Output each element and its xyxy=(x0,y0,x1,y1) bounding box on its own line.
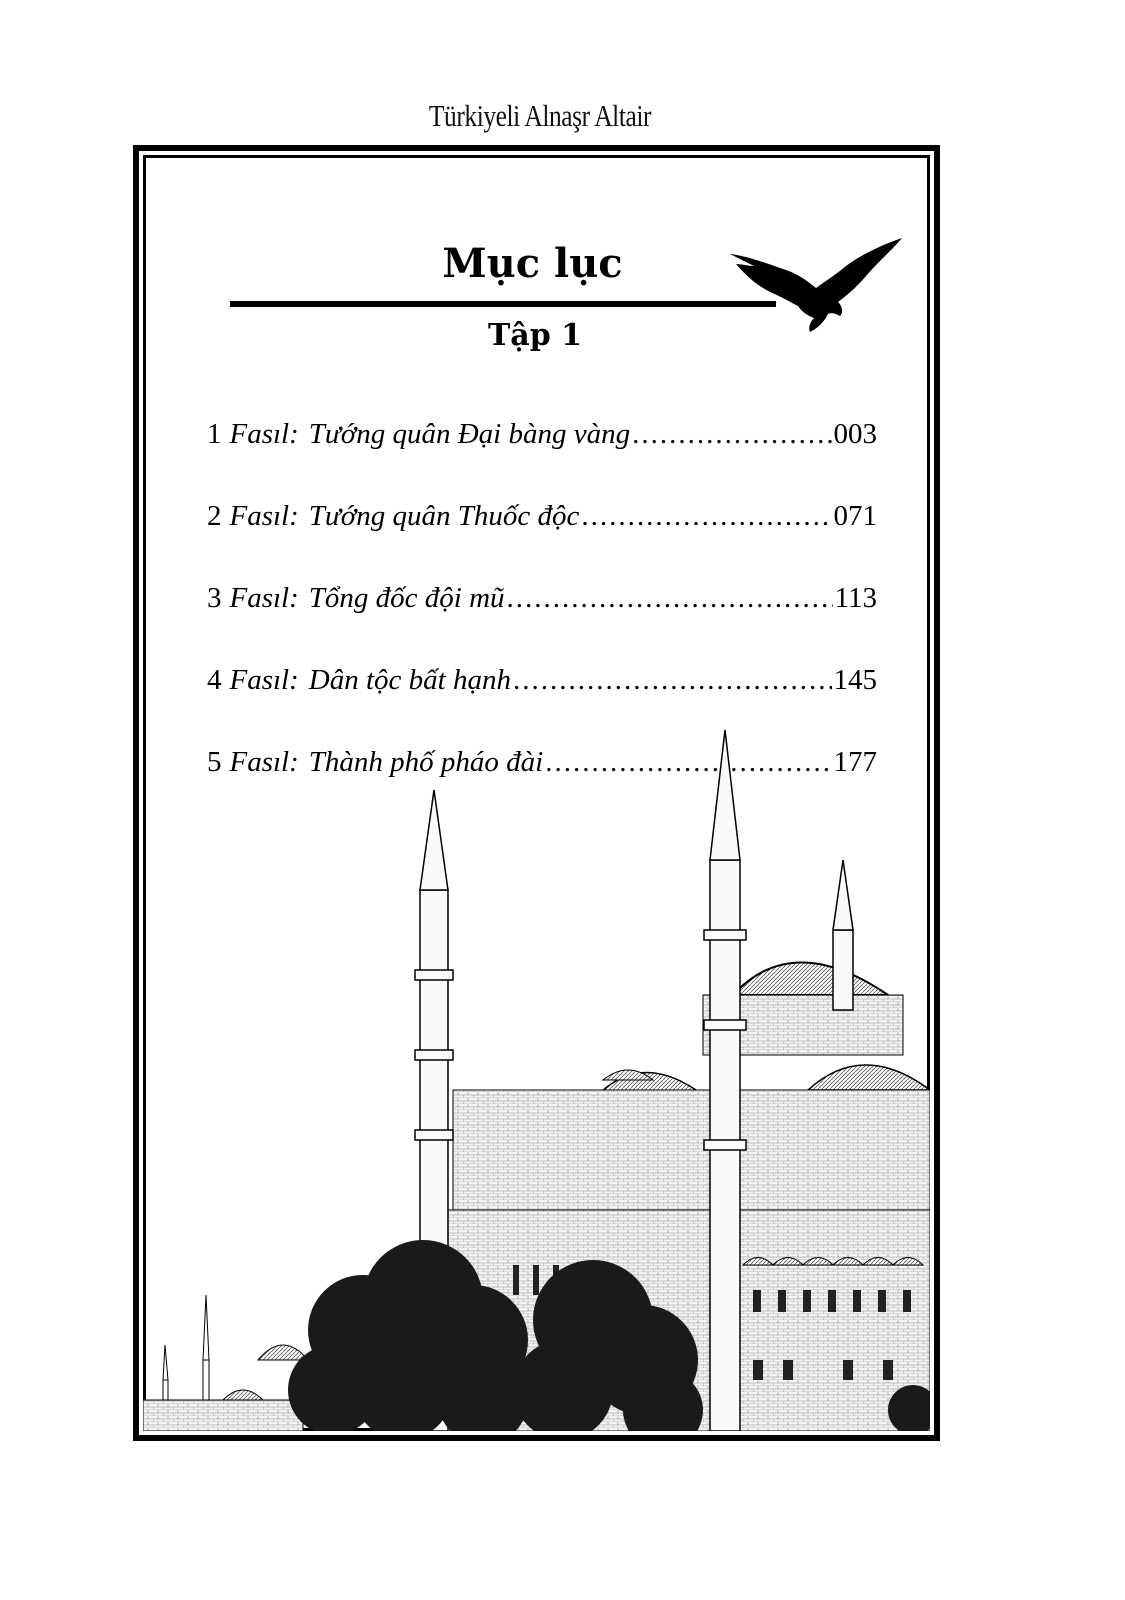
chapter-number: 4 xyxy=(207,664,222,696)
dot-leader xyxy=(581,500,831,533)
eagle-silhouette-icon xyxy=(728,236,904,336)
page-number: 071 xyxy=(833,500,877,532)
chapter-title: Tướng quân Đại bàng vàng xyxy=(308,418,631,450)
dot-leader xyxy=(513,664,832,697)
chapter-prefix: Fasıl: xyxy=(229,500,299,532)
chapter-prefix: Fasıl: xyxy=(229,664,299,696)
toc-heading: Mục lục xyxy=(442,240,623,287)
series-title: Türkiyeli Alnaşr Altair xyxy=(428,98,652,133)
dot-leader xyxy=(632,418,831,451)
mosque-skyline-illustration xyxy=(143,720,930,1431)
chapter-title: Dân tộc bất hạnh xyxy=(308,664,511,696)
heading-rule xyxy=(230,301,776,307)
chapter-prefix: Fasıl: xyxy=(229,746,299,778)
page-number: 145 xyxy=(833,664,877,696)
chapter-number: 5 xyxy=(207,746,222,778)
chapter-prefix: Fasıl: xyxy=(229,418,299,450)
chapter-number: 1 xyxy=(207,418,222,450)
chapter-prefix: Fasıl: xyxy=(229,582,299,614)
chapter-title: Thành phố pháo đài xyxy=(308,746,544,778)
chapter-title: Tướng quân Thuốc độc xyxy=(308,500,580,532)
page-number: 177 xyxy=(833,746,877,778)
page-number: 003 xyxy=(833,418,877,450)
chapter-title: Tổng đốc đội mũ xyxy=(308,582,505,614)
chapter-number: 3 xyxy=(207,582,222,614)
page-number: 113 xyxy=(834,582,877,614)
volume-label: Tập 1 xyxy=(487,318,583,353)
chapter-number: 2 xyxy=(207,500,222,532)
toc-entry[interactable] xyxy=(207,582,877,664)
toc-entry[interactable] xyxy=(207,500,877,582)
dot-leader xyxy=(507,582,833,615)
toc-entry[interactable] xyxy=(207,418,877,500)
